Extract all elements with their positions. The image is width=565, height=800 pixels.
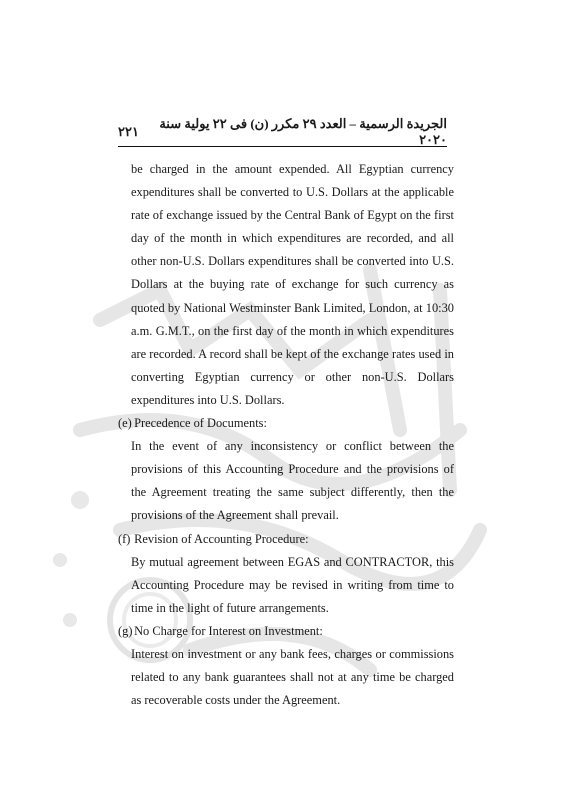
page-number: ٢٢١ <box>118 124 139 139</box>
document-body <box>118 158 454 712</box>
continuation-paragraph: be charged in the amount expended. All Egyptian currency expenditures shall be converted to U.S. Dollars at the applicable rate of exchange issued by the Central Bank of Egypt on the first day of the month in which expenditures are recorded, and all other non-U.S. Dollars expenditures shall be converted into U.S. Dollars at the buying rate of exchange for such currency as quoted by National Westminster Bank Limited, London, at 10:30 a.m. G.M.T., on the first day of the month in which expenditures are recorded. A record shall be kept of the exchange rates used in converting Egyptian currency or other non-U.S. Dollars expenditures into U.S. Dollars. <box>131 162 454 407</box>
section-g-text: Interest on investment or any bank fees, charges or commissions related to any bank guarantees shall not at any time be charged as recoverable costs under the Agreement. <box>131 646 454 708</box>
gazette-title: الجريدة الرسمية – العدد ٢٩ مكرر (ن) فى ٢٢ يولية سنة ٢٠٢٠ <box>159 116 447 147</box>
section-g-title: No Charge for Interest on Investment: <box>134 623 323 638</box>
section-f-label: (f) <box>118 531 131 546</box>
section-e-text: In the event of any inconsistency or conflict between the provisions of this Accounting Procedure and the provisions of the Agreement treating the same subject differently, then the provisions of the Agreement shall prevail. <box>131 439 454 523</box>
section-f-title: Revision of Accounting Procedure: <box>134 531 309 546</box>
section-e-label: (e) <box>118 416 132 431</box>
section-g-label: (g) <box>118 623 133 638</box>
header-rule <box>118 146 447 147</box>
section-e-title: Precedence of Documents: <box>134 416 267 431</box>
section-f-text: By mutual agreement between EGAS and CONTRACTOR, this Accounting Procedure may be revised in writing from time to time in the light of future arrangements. <box>131 554 454 615</box>
section-e-heading <box>118 412 454 435</box>
page-header <box>118 116 447 147</box>
section-g-heading <box>118 620 454 643</box>
section-f-heading <box>118 528 454 551</box>
